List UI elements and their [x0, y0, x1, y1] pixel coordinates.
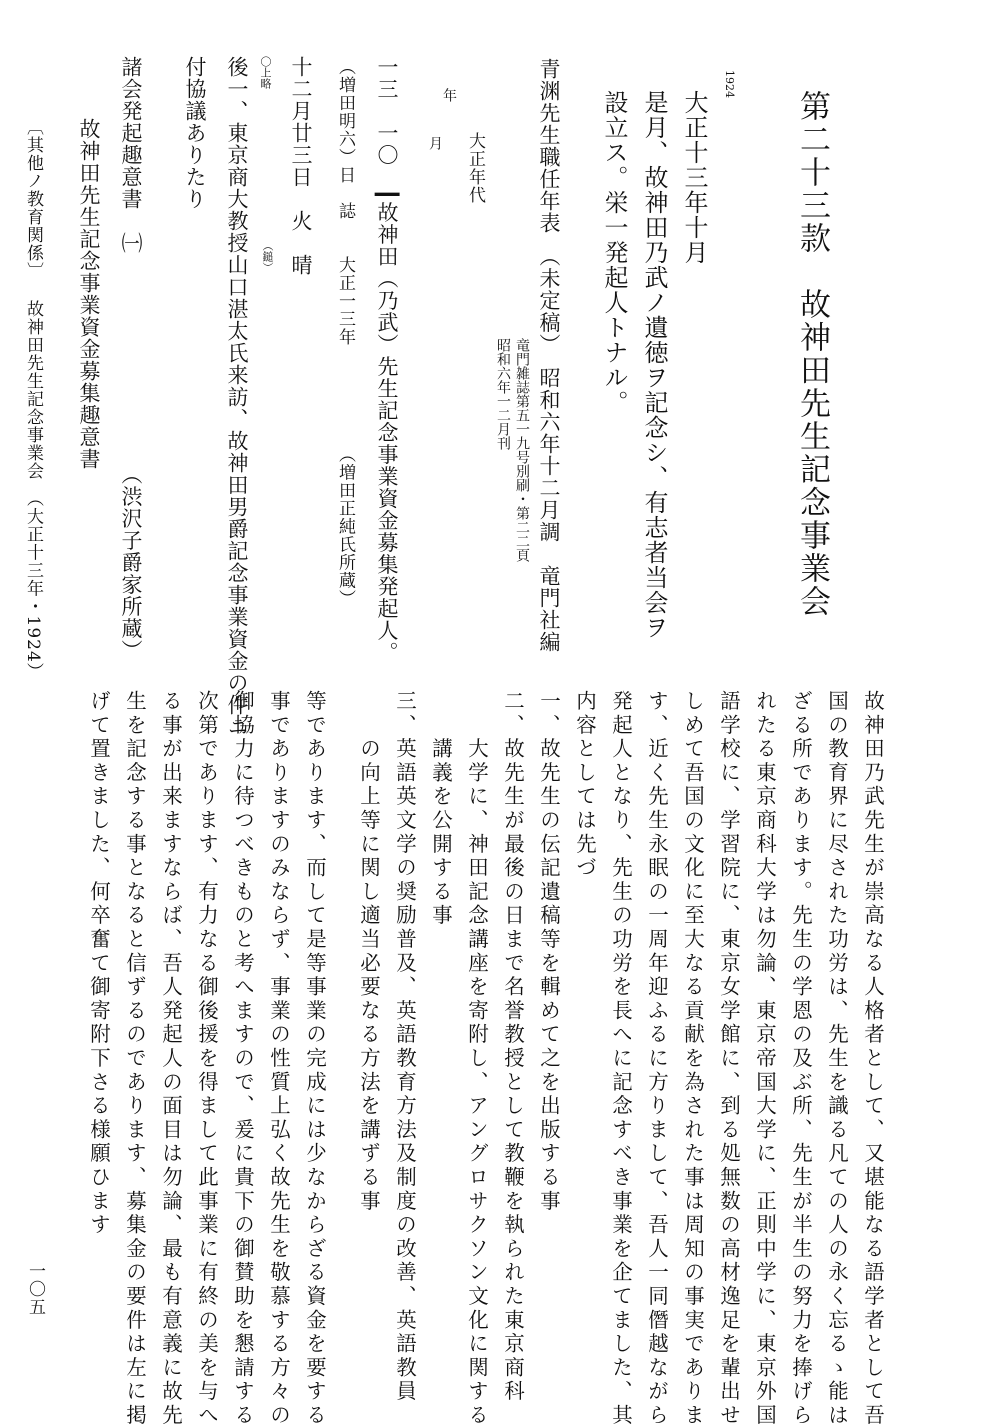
footer-category: 〔其他ノ教育関係〕: [23, 118, 43, 280]
body-line-14: 三、英語英文学の奨励普及、英語教育方法及制度の改善、英語教員: [392, 690, 417, 1404]
body-line-4: れたる東京商科大学は勿論、東京帝国大学に、正則中学に、東京外国: [752, 690, 777, 1428]
chronology-era: 大正年代: [465, 132, 485, 204]
body-line-10: 一、故先生の伝記遺稿等を輯めて之を出版する事: [536, 690, 561, 1214]
diary-title: （増田明六）日 誌 大正一三年 （増田正純氏所蔵）: [335, 58, 355, 608]
body-line-17: 事でありますのみならず、事業の性質上弘く故先生を敬慕する方々の: [266, 690, 291, 1428]
chronology-source-2: 昭和六年一二月刊: [495, 338, 511, 450]
body-line-11: 二、故先生が最後の日まで名誉教授として教鞭を執られた東京商科: [500, 690, 525, 1404]
body-line-6: しめて吾国の文化に至大なる貢献を為された事は周知の事実でありま: [680, 690, 705, 1428]
chronology-row: 一三 一〇 ┃故神田（乃武）先生記念事業資金募集発起人。: [375, 56, 399, 664]
body-line-9: 内容としては先づ: [572, 690, 597, 881]
year-note: 1924: [723, 70, 736, 98]
body-line-19: 次第であります、有力なる御後援を得まして此事業に有終の美を与へ: [194, 690, 219, 1428]
body-line-12: 大学に、神田記念講座を寄附し、アングロサクソン文化に関する: [464, 690, 489, 1428]
diary-line-2: 付協議ありたり: [183, 56, 207, 210]
body-line-3: ざる所であります。先生の学恩の及ぶ所、先生が半生の努力を捧げら: [788, 690, 813, 1428]
chronology-source-1: 竜門雑誌第五一九号別刷・第二二頁: [514, 338, 530, 562]
body-line-21: 生を記念する事となると信ずるのであります、募集金の要件は左に掲: [122, 690, 147, 1428]
body-line-20: る事が出来ますならば、吾人発起人の面目は勿論、最も有意義に故先: [158, 690, 183, 1428]
page-number: 一〇五: [25, 1262, 45, 1316]
diary-omit-note: 〇上略: [259, 56, 272, 89]
entry-line-1: 大正十三年十月: [680, 90, 708, 265]
body-line-13: 講義を公開する事: [428, 690, 453, 928]
entry-line-3: 設立ス。栄一発起人トナル。: [600, 90, 628, 415]
chronology-col-year: 年: [441, 88, 457, 102]
diary-line-1: 後一、東京商大教授山口湛太氏来訪、故神田男爵記念事業資金の件ニ: [225, 56, 249, 738]
entry-line-2: 是月、故神田乃武ノ遺徳ヲ記念シ、有志者当会ヲ: [640, 90, 668, 640]
body-line-15: の向上等に関し適当必要なる方法を講ずる事: [356, 690, 381, 1214]
diary-date: 十二月廿三日 火 晴: [289, 56, 313, 276]
body-line-8: 発起人となり、先生の功労を長へに記念すべき事業を企てました、其: [608, 690, 633, 1428]
body-line-16: 等であります、而して是等事業の完成には少なからざる資金を要する: [302, 690, 327, 1428]
body-line-1: 故神田乃武先生が崇高なる人格者として、又堪能なる語学者として吾: [860, 690, 885, 1428]
diary-ruby: （鎚）: [261, 240, 274, 273]
prospectus-title: 諸会発起趣意書 ㈠ （渋沢子爵家所蔵）: [119, 56, 143, 662]
chronology-title: 青渊先生職任年表 （未定稿） 昭和六年十二月調 竜門社編: [537, 58, 561, 653]
section-title: 第二十三款 故神田先生記念事業会: [794, 90, 830, 618]
prospectus-subtitle: 故神田先生記念事業資金募集趣意書: [77, 118, 101, 470]
body-line-2: 国の教育界に尽された功労は、先生を識る凡ての人の永く忘るゝ能は: [824, 690, 849, 1428]
body-line-22: げて置きました、何卒奮て御寄附下さる様願ひます: [86, 690, 111, 1238]
footer-running-title: 故神田先生記念事業会 （大正十三年・1924）: [23, 300, 43, 681]
body-line-18: 御協力に待つべきものと考へますので、爰に貴下の御賛助を懇請する: [230, 690, 255, 1428]
chronology-col-month: 月: [427, 136, 443, 150]
body-line-7: す、近く先生永眠の一周年迎ふるに方りまして、吾人一同僭越ながら: [644, 690, 669, 1428]
body-line-5: 語学校に、学習院に、東京女学館に、到る処無数の高材逸足を輩出せ: [716, 690, 741, 1428]
